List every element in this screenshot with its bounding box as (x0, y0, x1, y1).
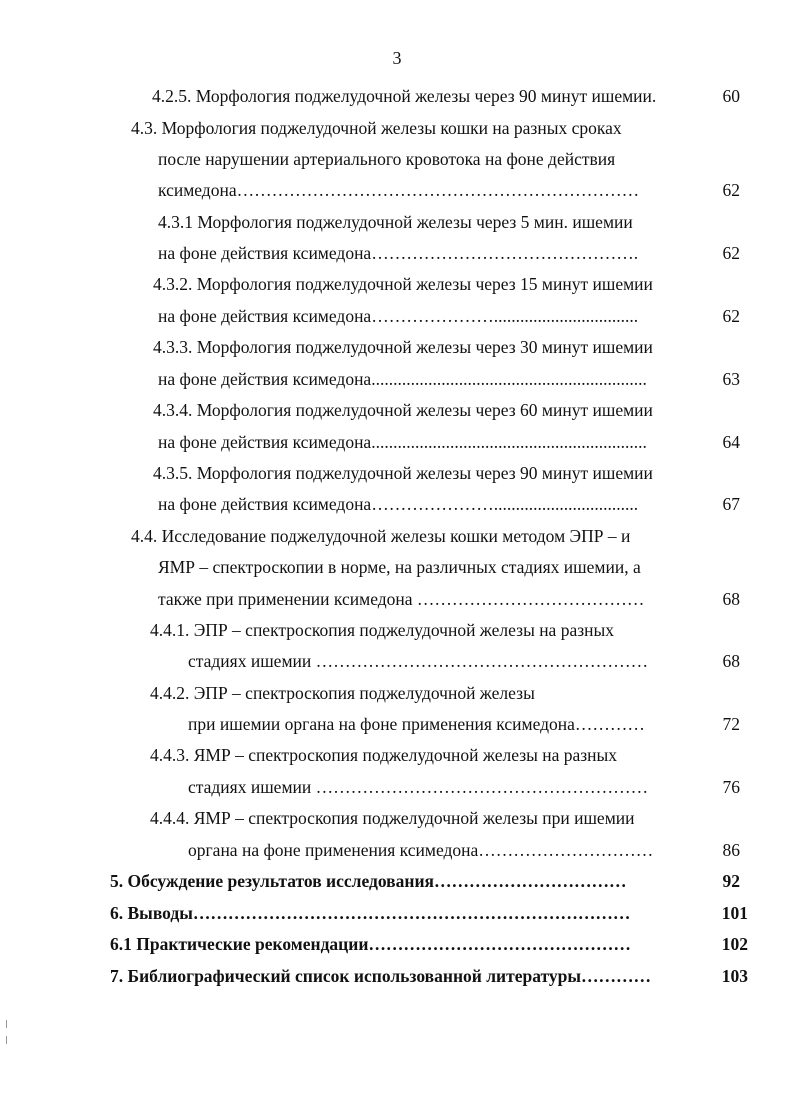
toc-line (0, 805, 740, 831)
toc-line (0, 963, 748, 989)
toc-line-text: на фоне действия ксимедона............................................................... (158, 432, 647, 452)
page-number: 3 (392, 48, 402, 68)
toc-line-page: 62 (722, 243, 740, 263)
scan-edge-mark (6, 1020, 7, 1028)
scan-edge-mark (6, 1036, 7, 1044)
toc-line-text: 7. Библиографический список использованной литературы………… (110, 966, 652, 986)
toc-line (0, 397, 740, 423)
toc-line-page: 68 (722, 651, 740, 671)
toc-line (0, 523, 740, 549)
toc-line-page: 76 (722, 777, 740, 797)
toc-line (0, 83, 740, 109)
toc-line-page: 67 (722, 494, 740, 514)
toc-line (0, 554, 740, 580)
toc-line-text: органа на фоне применения ксимедона………………………… (188, 840, 654, 860)
toc-line-page: 62 (722, 306, 740, 326)
toc-line-text: 4.3. Морфология поджелудочной железы кошки на разных сроках (131, 118, 622, 138)
toc-line (0, 742, 740, 768)
toc-line-page: 92 (722, 871, 740, 891)
toc-line-page: 64 (722, 432, 740, 452)
toc-line (0, 774, 740, 800)
toc-line-text: также при применении ксимедона ………………………………… (158, 589, 645, 609)
toc-line (0, 586, 740, 612)
toc-line-text: стадиях ишемии ………………………………………………… (188, 651, 649, 671)
toc-line-text: ЯМР – спектроскопии в норме, на различных стадиях ишемии, а (158, 557, 641, 577)
toc-line-page: 72 (722, 714, 740, 734)
toc-line-text: 4.3.1 Морфология поджелудочной железы через 5 мин. ишемии (158, 212, 633, 232)
toc-line-text: на фоне действия ксимедона............................................................... (158, 369, 647, 389)
toc-line-text: при ишемии органа на фоне применения ксимедона………… (188, 714, 645, 734)
toc-line-text: 6. Выводы………………………………………………………………… (110, 903, 631, 923)
toc-line (0, 900, 748, 926)
toc-line-page: 62 (722, 180, 740, 200)
toc-line-text: 4.3.3. Морфология поджелудочной железы через 30 минут ишемии (153, 337, 653, 357)
toc-line (0, 271, 740, 297)
toc-line (0, 617, 740, 643)
toc-line-page: 103 (721, 966, 748, 986)
toc-line-text: 6.1 Практические рекомендации……………………………………… (110, 934, 631, 954)
toc-line-text: после нарушении артериального кровотока на фоне действия (158, 149, 616, 169)
toc-line (0, 837, 740, 863)
toc-line-page: 60 (722, 86, 740, 106)
toc-line-text: на фоне действия ксимедона…………………................................. (158, 494, 639, 514)
toc-line (0, 648, 740, 674)
toc-line-text: на фоне действия ксимедона…………………................................. (158, 306, 639, 326)
toc-line (0, 240, 740, 266)
toc-line-page: 101 (721, 903, 748, 923)
toc-line-text: 4.4.1. ЭПР – спектроскопия поджелудочной железы на разных (150, 620, 615, 640)
toc-line (0, 931, 748, 957)
toc-line-text: 4.4.3. ЯМР – спектроскопия поджелудочной железы на разных (150, 745, 618, 765)
toc-line (0, 334, 740, 360)
toc-line-text: 4.4.2. ЭПР – спектроскопия поджелудочной железы (150, 683, 535, 703)
toc-line-page: 86 (722, 840, 740, 860)
toc-line (0, 303, 740, 329)
toc-line (0, 868, 740, 894)
toc-line (0, 177, 740, 203)
toc-line-page: 63 (722, 369, 740, 389)
toc-line-text: 4.3.2. Морфология поджелудочной железы через 15 минут ишемии (153, 274, 653, 294)
toc-line (0, 209, 740, 235)
toc-line-text: 4.2.5. Морфология поджелудочной железы через 90 минут ишемии. (152, 86, 657, 106)
toc-line (0, 366, 740, 392)
toc-line-text: 4.4.4. ЯМР – спектроскопия поджелудочной железы при ишемии (150, 808, 635, 828)
toc-line-page: 102 (721, 934, 748, 954)
toc-line (0, 491, 740, 517)
toc-line (0, 115, 740, 141)
toc-line-text: 4.3.4. Морфология поджелудочной железы через 60 минут ишемии (153, 400, 653, 420)
toc-line-text: 5. Обсуждение результатов исследования…………………………… (110, 871, 627, 891)
toc-line (0, 146, 740, 172)
toc-line (0, 711, 740, 737)
toc-line-text: 4.4. Исследование поджелудочной железы кошки методом ЭПР – и (131, 526, 631, 546)
toc-line-text: на фоне действия ксимедона………………………………………. (158, 243, 639, 263)
toc-line (0, 429, 740, 455)
toc-line (0, 460, 740, 486)
toc-line-text: 4.3.5. Морфология поджелудочной железы через 90 минут ишемии (153, 463, 653, 483)
toc-line-text: ксимедона…………………………………………………………… (158, 180, 640, 200)
toc-line-text: стадиях ишемии ………………………………………………… (188, 777, 649, 797)
toc-line (0, 680, 740, 706)
toc-line-page: 68 (722, 589, 740, 609)
